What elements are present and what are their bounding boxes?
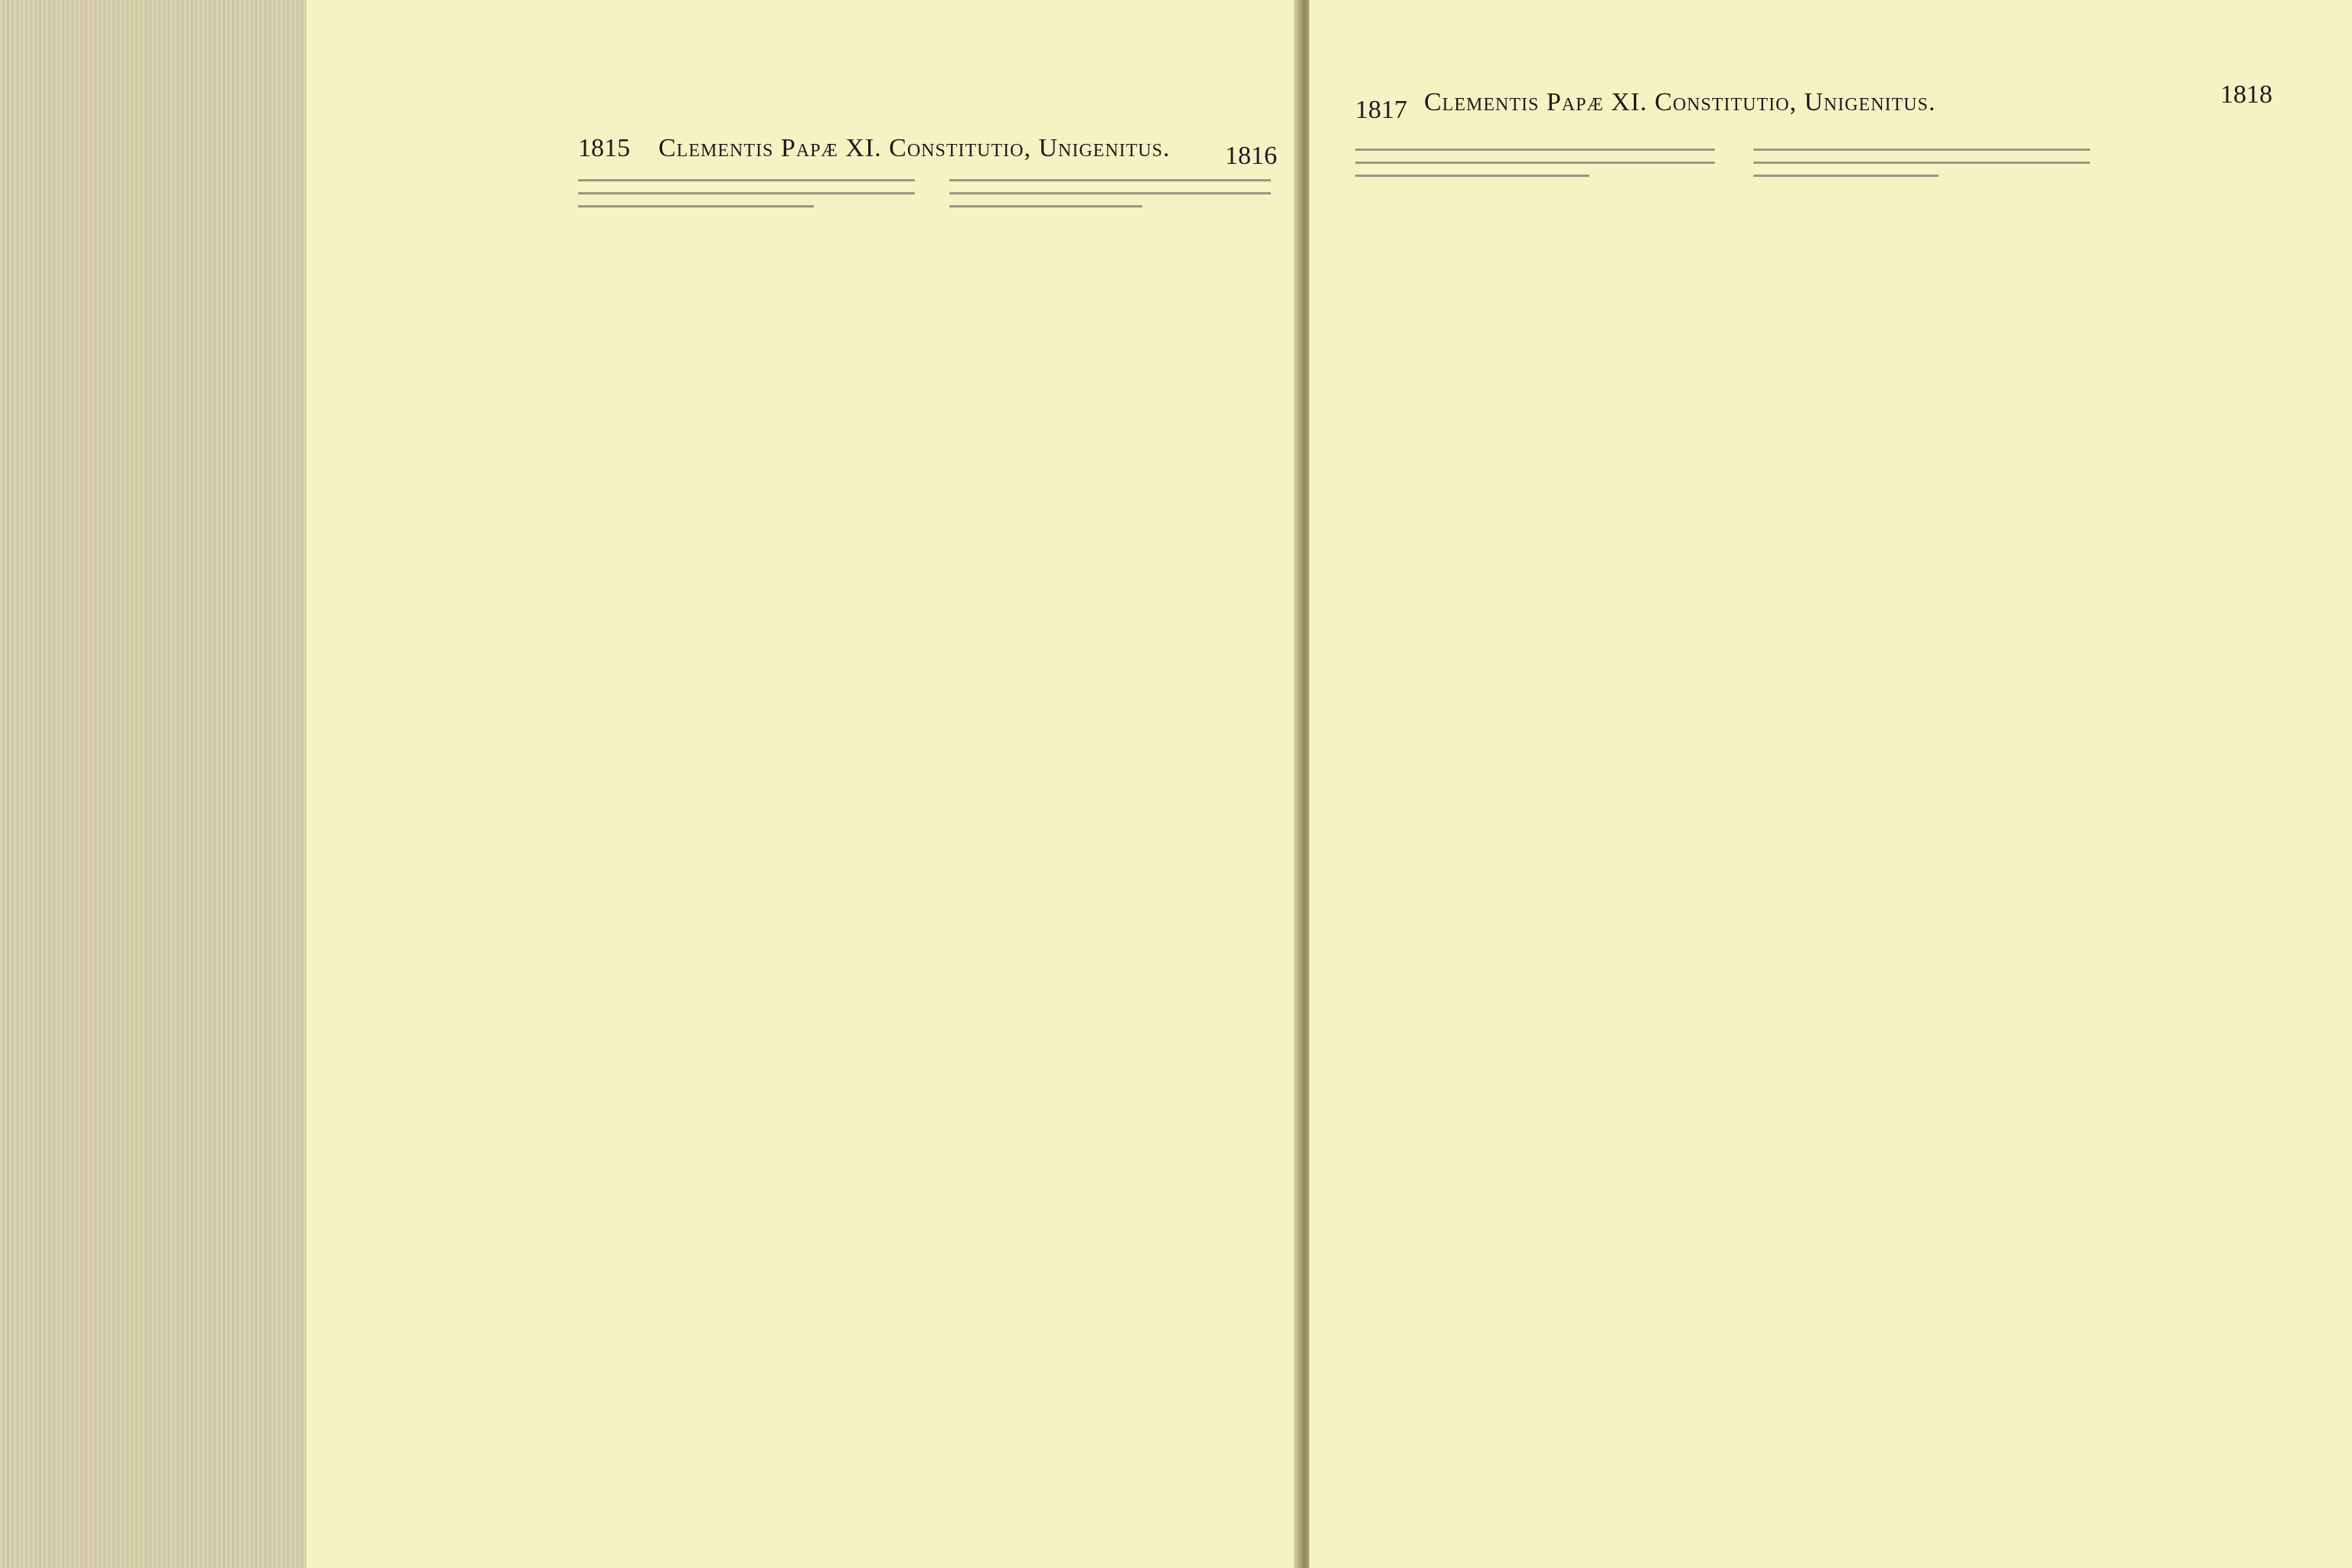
running-header-right: Clementis Papæ XI. Constitutio, Unigenitus.	[1424, 88, 1936, 116]
page-number-left: 1815	[578, 134, 630, 162]
running-header-left: Clementis Papæ XI. Constitutio, Unigenitus.	[658, 134, 1171, 162]
body-column-left	[1355, 138, 1715, 188]
page-number-left: 1817	[1355, 96, 1407, 124]
page-number-right: 1816	[1225, 142, 1277, 170]
body-column-left	[578, 168, 915, 218]
body-column-right	[949, 168, 1271, 218]
page-number-right: 1818	[2220, 80, 2272, 109]
body-column-right	[1753, 138, 2090, 188]
right-page	[1309, 0, 2352, 1568]
left-page	[306, 0, 1305, 1568]
book-page-edges	[0, 0, 306, 1568]
